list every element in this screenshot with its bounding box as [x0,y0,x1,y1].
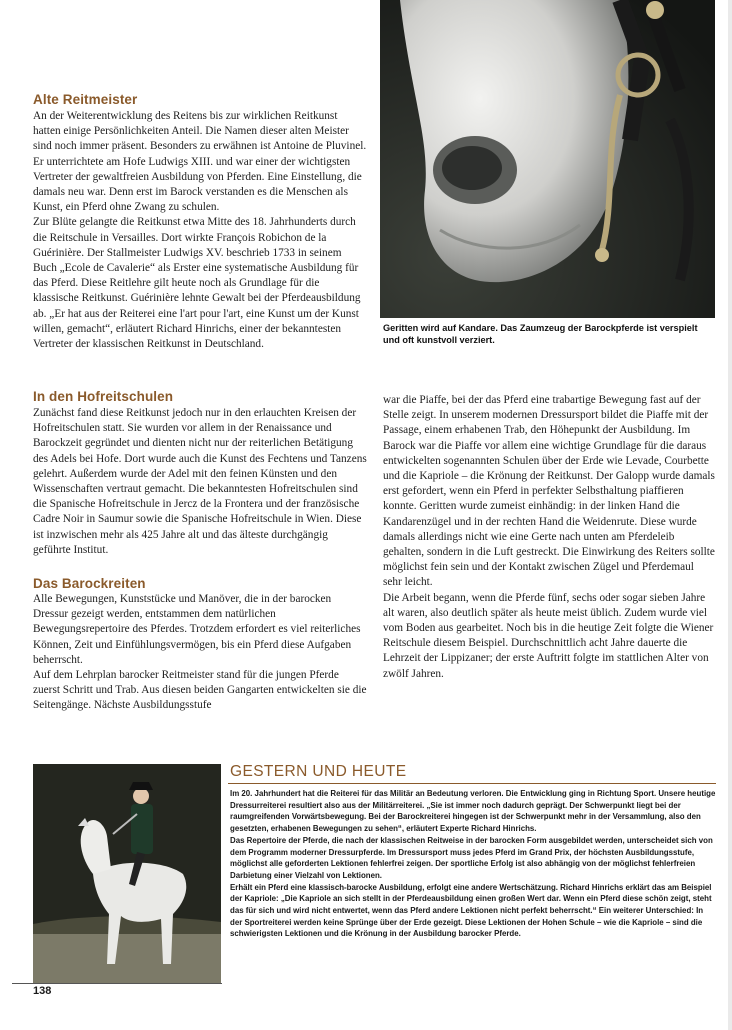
paragraph: An der Weiterentwicklung des Reitens bis zur wirklichen Reitkunst hatten einige Persönlichkeiten Anteil. Die Namen dieser alten Meister sind noch immer präsent. Besonders zu erwähnen ist Antoine de Pluvinel. Er unterrichtete am Hofe Ludwigs XIII. und war einer der wichtigsten Vertreter der gewaltfreien Ausbildung von Pferden. Eine Einstellung, die damals neu war. Denn erst im Barock verstanden es die Menschen als Kunst, ein Pferd ohne Zwang zu schulen. [33,110,367,214]
paragraph: Das Repertoire der Pferde, die nach der klassischen Reitweise in der barocken Form ausgebildet werden, unterscheidet sich von dem Programm moderner Dressurpferde. Im Dressursport muss jedes Pferd im Grand Prix, der höchsten Ausbildungsstufe, möglichst alle geforderten Lektionen fehlerfrei zeigen. Der sportliche Erfolg ist also abhängig von der möglichst fehlerfreien Darbietung einer Vielzahl von Lektionen. [230,835,713,880]
heading-in-den-hofreitschulen: In den Hofreitschulen [33,389,174,404]
page-edge [728,0,732,1030]
baroque-rider-photo [33,764,221,984]
right-column-text [383,393,715,682]
paragraph: Die Arbeit begann, wenn die Pferde fünf, sechs oder sogar sieben Jahre alt waren, also deutlich später als heute meist üblich. Zudem wurde viel vom Boden aus gearbeitet. Noch bis in die heutige Zeit folgte die Wiener Reitschule diesem Beispiel. Durchschnittlich acht Jahre dauerte die Lehrzeit der Lippizaner; der erste Auftritt folgte im stattlichen Alter von zwölf Jahren. [383,591,714,680]
footer-divider [12,983,222,984]
section-hofreitschulen-text [33,406,367,558]
section-barockreiten-text [33,592,367,714]
paragraph: Zunächst fand diese Reitkunst jedoch nur in den erlauchten Kreisen der Hofreitschulen statt. Sie wurden vor allem in der Renaissance und Barockzeit gegründet und dienten nicht nur der reiterlichen Betätigung des Adels bei Hofe. Dort wurde auch die Kunst des Fechtens und Tanzens gelehrt. Außerdem wurde der Adel mit den feinen Künsten und den Wissenschaften vertraut gemacht. Die bekanntesten Hofreitschulen sind die Spanische Hofreitschule in Jercz de la Frontera und der französische Cadre Noir in Saumur sowie die Spanische Hofreitschule in Wien. Diese ist inzwischen mehr als 425 Jahre alt und das älteste durchgängig geführte Institut. [33,407,367,556]
heading-das-barockreiten: Das Barockreiten [33,576,146,591]
box-text [230,788,716,940]
paragraph: Auf dem Lehrplan barocker Reitmeister stand für die jungen Pferde zuerst Schritt und Trab. Aus diesen beiden Gangarten entwickelten sie die Seitengänge. Nächste Ausbildungsstufe [33,669,367,712]
paragraph: Im 20. Jahrhundert hat die Reiterei für das Militär an Bedeutung verloren. Die Entwicklung ging in Richtung Sport. Unsere heutige Dressurreiterei resultiert also aus der Militärreiterei. „Sie ist immer noch dadurch geprägt. Der Schwerpunkt liegt bei der raumgreifenden Vorwärtsbewegung. Bei der Barockreiterei hingegen ist der Schwerpunkt mehr in der Versammlung, also den gesetzten, erhabenen Bewegungen zu sehen“, erläutert Experte Richard Hinrichs. [230,789,716,834]
paragraph: Erhält ein Pferd eine klassisch-barocke Ausbildung, erfolgt eine andere Wertschätzung. Richard Hinrichs erklärt das am Beispiel der Kapriole: „Die Kapriole an sich stellt in der Pferdeausbildung einen großen Wert dar. Wenn ein Pferd diese schön zeigt, steht das für sich und wird nicht entwertet, wenn das Pferd andere Lektionen nicht perfekt beherrscht.“ Ein weiterer Unterschied: In der Sportreiterei werden keine Sprünge über der Erde gezeigt. Diese Lektionen der Hohen Schule – wie die Kapriole – sind die schwierigsten Lektionen und die Krönung in der Ausbildung barocker Pferde. [230,882,712,939]
photo-caption: Geritten wird auf Kandare. Das Zaumzeug der Barockpferde ist verspielt und oft kunstvoll verziert. [383,323,698,345]
paragraph: Alle Bewegungen, Kunststücke und Manöver, die in der barocken Dressur gezeigt werden, entstammen dem natürlichen Bewegungsrepertoire des Pferdes. Trotzdem erfordert es viel reiterliches Können, Zeit und Einfühlungsvermögen, bis ein Pferd diese Aufgaben beherrscht. [33,593,361,666]
heading-alte-reitmeister: Alte Reitmeister [33,92,138,107]
paragraph: Zur Blüte gelangte die Reitkunst etwa Mitte des 18. Jahrhunderts durch die Reitschule in Versailles. Dort wirkte François Robichon de la Guérinière. Der Stallmeister Ludwigs XV. beschrieb 1733 in seinem Buch „Ecole de Cavalerie“ als Erster eine systematische Ausbildung für das Pferd. Diese Reitlehre gilt heute noch als Grundlage für die klassische Reitkunst. Guérinière lehnte Gewalt bei der Pferdeausbildung ab. „Er hat aus der Reiterei eine l'art pour l'art, eine Kunst um der Kunst willen, gemacht“, erläutert Richard Hinrichs, einer der bekanntesten Vertreter der klassischen Reitkunst in Deutschland. [33,216,361,351]
box-title: GESTERN UND HEUTE [230,763,407,780]
page-number: 138 [33,985,52,997]
horse-muzzle-photo [380,0,715,318]
box-title-divider [228,783,716,784]
section-alte-reitmeister-text [33,109,367,352]
paragraph: war die Piaffe, bei der das Pferd eine trabartige Bewegung fast auf der Stelle zeigt. In unserem modernen Dressursport bildet die Piaffe mit der Passage, einem erhabenen Trab, den Höhepunkt der Ausbildung. Im Barock war die Piaffe vor allem eine wichtige Grundlage für die daraus entwickelten sogenannten Schulen über der Erde wie Levade, Courbette und die Kapriole – die Krönung der Reitkunst. Der Galopp wurde damals erst gefordert, wenn ein Pferd in perfekter Selbsthaltung piaffieren konnte. Geritten wurde zumeist einhändig: in der linken Hand die Kandarenzügel und in der rechten Hand die Weidenrute. Diese wurde damals allerdings nicht wie eine Gerte nach unten am Pferdeleib gehalten, sondern in die Luft gestreckt. Die Einwirkung des Reiters sollte möglichst fein sein und der Kontakt zwischen Zügel und Pferdemaul sehr leicht. [383,394,715,589]
